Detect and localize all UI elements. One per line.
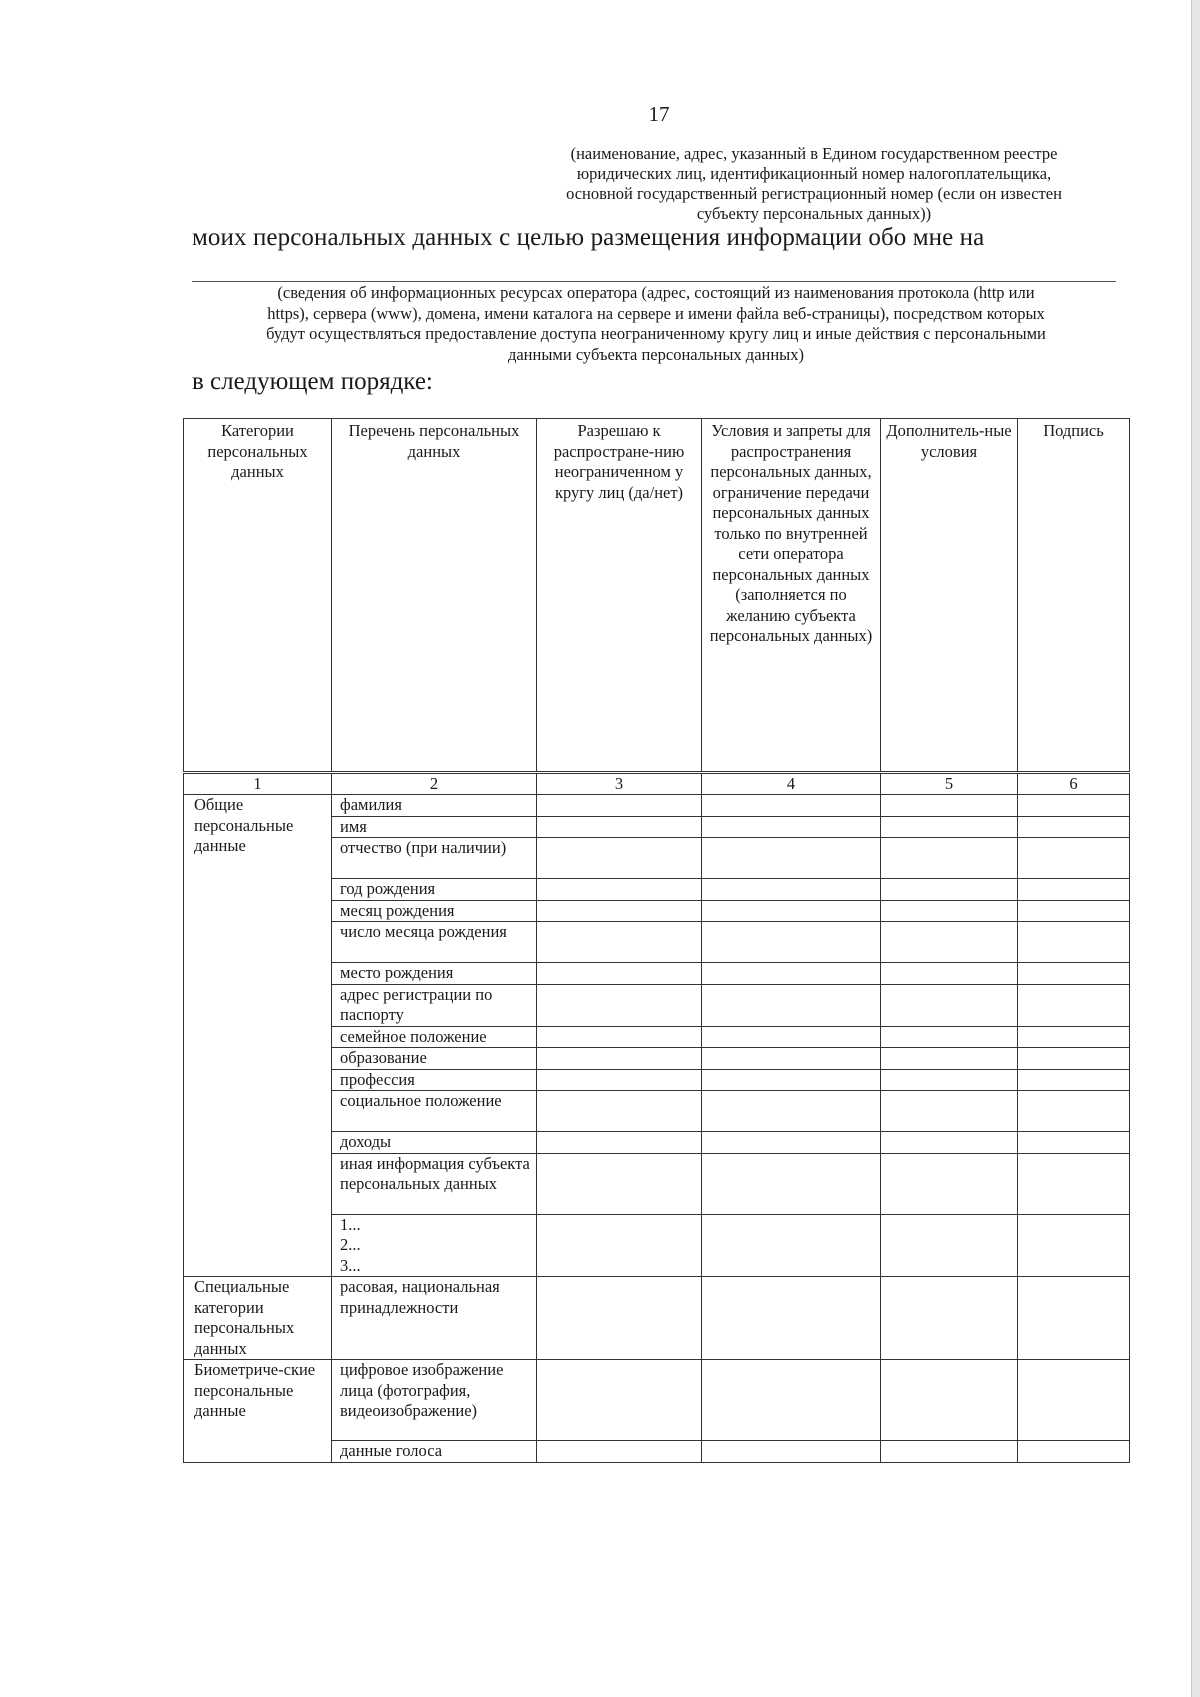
header-row bbox=[184, 419, 1130, 773]
category-general: Общие персональные данные bbox=[184, 795, 332, 1277]
signature-cell[interactable] bbox=[1018, 795, 1130, 817]
additional-cell[interactable] bbox=[881, 900, 1018, 922]
additional-cell[interactable] bbox=[881, 1091, 1018, 1132]
signature-cell[interactable] bbox=[1018, 984, 1130, 1026]
fill-in-line bbox=[192, 281, 1116, 282]
conditions-cell[interactable] bbox=[702, 984, 881, 1026]
extra-line: 1... bbox=[340, 1214, 361, 1234]
header-additional: Дополнитель-ные условия bbox=[881, 419, 1018, 773]
item-face-image: цифровое изображение лица (фотография, видеоизображение) bbox=[332, 1360, 537, 1441]
permission-cell[interactable] bbox=[537, 1091, 702, 1132]
consent-purpose-line: моих персональных данных с целью размещения информации обо мне на bbox=[192, 224, 985, 251]
permission-cell[interactable] bbox=[537, 795, 702, 817]
signature-cell[interactable] bbox=[1018, 922, 1130, 963]
signature-cell[interactable] bbox=[1018, 1026, 1130, 1048]
permission-cell[interactable] bbox=[537, 1048, 702, 1070]
signature-cell[interactable] bbox=[1018, 1153, 1130, 1214]
permission-cell[interactable] bbox=[537, 1153, 702, 1214]
resource-caption-line: будут осуществляться предоставление доступа неограниченному кругу лиц и иные действия с персональными bbox=[266, 324, 1046, 343]
column-number: 1 bbox=[184, 773, 332, 795]
item-registration-address: адрес регистрации по паспорту bbox=[332, 984, 537, 1026]
additional-cell[interactable] bbox=[881, 1214, 1018, 1277]
item-name: имя bbox=[332, 816, 537, 838]
additional-cell[interactable] bbox=[881, 1048, 1018, 1070]
category-special: Специальные категории персональных данных bbox=[184, 1277, 332, 1360]
item-profession: профессия bbox=[332, 1069, 537, 1091]
signature-cell[interactable] bbox=[1018, 1214, 1130, 1277]
column-number: 5 bbox=[881, 773, 1018, 795]
additional-cell[interactable] bbox=[881, 1360, 1018, 1441]
table-row bbox=[184, 795, 1130, 817]
column-number: 4 bbox=[702, 773, 881, 795]
permission-cell[interactable] bbox=[537, 963, 702, 985]
resource-caption-line: данными субъекта персональных данных) bbox=[507, 344, 805, 364]
signature-cell[interactable] bbox=[1018, 963, 1130, 985]
additional-cell[interactable] bbox=[881, 1069, 1018, 1091]
header-signature: Подпись bbox=[1018, 419, 1130, 773]
conditions-cell[interactable] bbox=[702, 1214, 881, 1277]
additional-cell[interactable] bbox=[881, 1441, 1018, 1463]
permission-cell[interactable] bbox=[537, 838, 702, 879]
additional-cell[interactable] bbox=[881, 838, 1018, 879]
order-line: в следующем порядке: bbox=[192, 368, 433, 395]
permission-cell[interactable] bbox=[537, 900, 702, 922]
signature-cell[interactable] bbox=[1018, 1069, 1130, 1091]
resource-caption-line: (сведения об информационных ресурсах оператора (адрес, состоящий из наименования протокола (http или bbox=[277, 283, 1035, 302]
signature-cell[interactable] bbox=[1018, 816, 1130, 838]
conditions-cell[interactable] bbox=[702, 795, 881, 817]
personal-data-table bbox=[183, 418, 1130, 1463]
conditions-cell[interactable] bbox=[702, 900, 881, 922]
header-conditions: Условия и запреты для распространения персональных данных, ограничение передачи персональных данных только по внутренней сети оператора персональных данных (заполняется по желанию субъекта персональных данных) bbox=[702, 419, 881, 773]
header-category: Категории персональных данных bbox=[184, 419, 332, 773]
item-social-status: социальное положение bbox=[332, 1091, 537, 1132]
conditions-cell[interactable] bbox=[702, 1277, 881, 1360]
org-caption-line: основной государственный регистрационный номер (если он известен bbox=[566, 184, 1062, 203]
column-number: 6 bbox=[1018, 773, 1130, 795]
additional-cell[interactable] bbox=[881, 879, 1018, 901]
item-birth-month: месяц рождения bbox=[332, 900, 537, 922]
item-voice-data: данные голоса bbox=[332, 1441, 537, 1463]
permission-cell[interactable] bbox=[537, 879, 702, 901]
permission-cell[interactable] bbox=[537, 922, 702, 963]
column-number: 2 bbox=[332, 773, 537, 795]
conditions-cell[interactable] bbox=[702, 816, 881, 838]
conditions-cell[interactable] bbox=[702, 838, 881, 879]
additional-cell[interactable] bbox=[881, 1132, 1018, 1154]
additional-cell[interactable] bbox=[881, 1026, 1018, 1048]
resource-caption bbox=[194, 283, 1118, 365]
item-education: образование bbox=[332, 1048, 537, 1070]
conditions-cell[interactable] bbox=[702, 1153, 881, 1214]
additional-cell[interactable] bbox=[881, 984, 1018, 1026]
signature-cell[interactable] bbox=[1018, 838, 1130, 879]
signature-cell[interactable] bbox=[1018, 1132, 1130, 1154]
additional-cell[interactable] bbox=[881, 922, 1018, 963]
signature-cell[interactable] bbox=[1018, 1277, 1130, 1360]
table-row bbox=[184, 1277, 1130, 1360]
personal-data-table-wrap bbox=[183, 418, 1129, 1463]
conditions-cell[interactable] bbox=[702, 1091, 881, 1132]
header-permission: Разрешаю к распростране-нию неограниченном у кругу лиц (да/нет) bbox=[537, 419, 702, 773]
item-marital-status: семейное положение bbox=[332, 1026, 537, 1048]
header-list: Перечень персональных данных bbox=[332, 419, 537, 773]
conditions-cell[interactable] bbox=[702, 1132, 881, 1154]
extra-line: 2... bbox=[340, 1235, 361, 1254]
permission-cell[interactable] bbox=[537, 1026, 702, 1048]
permission-cell[interactable] bbox=[537, 1069, 702, 1091]
page-edge bbox=[1191, 0, 1200, 1697]
additional-cell[interactable] bbox=[881, 1153, 1018, 1214]
conditions-cell[interactable] bbox=[702, 1360, 881, 1441]
permission-cell[interactable] bbox=[537, 1277, 702, 1360]
org-caption-line: юридических лиц, идентификационный номер налогоплательщика, bbox=[576, 164, 1052, 183]
signature-cell[interactable] bbox=[1018, 1360, 1130, 1441]
permission-cell[interactable] bbox=[537, 1360, 702, 1441]
item-income: доходы bbox=[332, 1132, 537, 1154]
permission-cell[interactable] bbox=[537, 984, 702, 1026]
conditions-cell[interactable] bbox=[702, 1048, 881, 1070]
item-birth-place: место рождения bbox=[332, 963, 537, 985]
conditions-cell[interactable] bbox=[702, 963, 881, 985]
org-caption-line: субъекту персональных данных)) bbox=[696, 204, 932, 223]
signature-cell[interactable] bbox=[1018, 1091, 1130, 1132]
additional-cell[interactable] bbox=[881, 1277, 1018, 1360]
extra-line: 3... bbox=[340, 1255, 361, 1275]
permission-cell[interactable] bbox=[537, 816, 702, 838]
item-birth-day: число месяца рождения bbox=[332, 922, 537, 963]
column-number-row bbox=[184, 773, 1130, 795]
org-caption bbox=[524, 144, 1104, 224]
conditions-cell[interactable] bbox=[702, 1026, 881, 1048]
column-number: 3 bbox=[537, 773, 702, 795]
conditions-cell[interactable] bbox=[702, 1069, 881, 1091]
item-surname: фамилия bbox=[332, 795, 537, 817]
signature-cell[interactable] bbox=[1018, 879, 1130, 901]
additional-cell[interactable] bbox=[881, 795, 1018, 817]
permission-cell[interactable] bbox=[537, 1441, 702, 1463]
conditions-cell[interactable] bbox=[702, 922, 881, 963]
permission-cell[interactable] bbox=[537, 1214, 702, 1277]
resource-caption-line: https), сервера (www), домена, имени каталога на сервере и имени файла веб-страницы), посредством которых bbox=[267, 303, 1045, 323]
permission-cell[interactable] bbox=[537, 1132, 702, 1154]
signature-cell[interactable] bbox=[1018, 1441, 1130, 1463]
item-extra-list bbox=[332, 1214, 537, 1277]
signature-cell[interactable] bbox=[1018, 1048, 1130, 1070]
page-number: 17 bbox=[648, 102, 670, 126]
conditions-cell[interactable] bbox=[702, 879, 881, 901]
conditions-cell[interactable] bbox=[702, 1441, 881, 1463]
table-row bbox=[184, 1360, 1130, 1441]
additional-cell[interactable] bbox=[881, 816, 1018, 838]
category-biometric: Биометриче-ские персональные данные bbox=[184, 1360, 332, 1463]
org-caption-line: (наименование, адрес, указанный в Едином государственном реестре bbox=[570, 144, 1058, 163]
item-patronymic: отчество (при наличии) bbox=[332, 838, 537, 879]
item-other-info: иная информация субъекта персональных данных bbox=[332, 1153, 537, 1214]
additional-cell[interactable] bbox=[881, 963, 1018, 985]
item-race-nationality: расовая, национальная принадлежности bbox=[332, 1277, 537, 1360]
item-birth-year: год рождения bbox=[332, 879, 537, 901]
signature-cell[interactable] bbox=[1018, 900, 1130, 922]
